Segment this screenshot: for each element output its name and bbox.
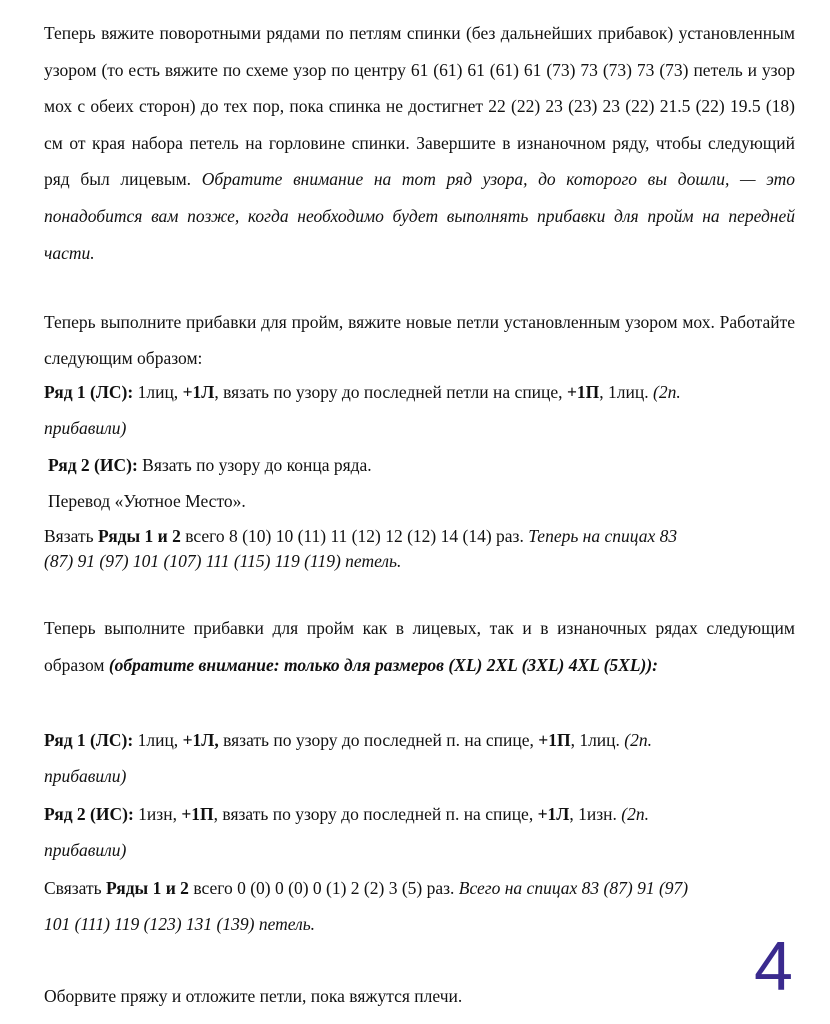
row-text: , 1лиц.: [599, 382, 653, 402]
row1-instruction: [44, 728, 652, 752]
increase-left: +1Л: [537, 804, 570, 824]
stitch-count: Теперь на спицах 83: [528, 526, 678, 546]
row-text: Вязать: [44, 526, 98, 546]
row1-note-continued: [44, 416, 126, 440]
rows-ref: Ряды 1 и 2: [106, 878, 189, 898]
row-text: , вязать по узору до последней п. на спице,: [213, 804, 538, 824]
rows-ref: Ряды 1 и 2: [97, 526, 181, 546]
repeat-instruction: [44, 524, 677, 548]
row-text: вязать по узору до последней п. на спице,: [218, 730, 539, 750]
paragraph-text: Теперь вяжите поворотными рядами по петлям спинки (без дальнейших прибавок) установленным узором (то есть вяжите по схеме узор по центру 61 (61) 61 (61) 61 (73) 73 (73) 73 (73) петель и узор мох с обеих сторон) до тех пор, пока спинка не достигнет 22 (22) 23 (23) 23 (22) 21.5 (22) 19.5 (18) см от края набора петель на горловине спинки. Завершите в изнаночном ряду, чтобы следующий ряд был лицевым.: [44, 23, 795, 190]
row-text: , 1лиц.: [570, 730, 625, 750]
paragraph-both-sides-increases: [44, 610, 795, 683]
row2-instruction: [44, 802, 649, 826]
final-instruction: [44, 984, 462, 1008]
increase-left: +1Л,: [182, 730, 219, 750]
paragraph-armhole-increases: [44, 304, 795, 376]
row-label: Ряд 1 (ЛС):: [44, 730, 134, 750]
row-text: 1лиц,: [133, 382, 183, 402]
page-number: 4: [754, 927, 793, 1005]
row-text: всего 0 (0) 0 (0) 0 (1) 2 (2) 3 (5) раз.: [188, 878, 459, 898]
row1-note-continued: [44, 764, 126, 788]
increase-right: +1П: [181, 804, 214, 824]
row-text: Вязать по узору до конца ряда.: [137, 455, 372, 475]
row-text: Связать: [44, 878, 106, 898]
row2-note-continued: [44, 838, 126, 862]
paragraph-back-rows: [44, 15, 795, 271]
row-text: 1изн,: [133, 804, 182, 824]
stitch-count: 101 (111) 119 (123) 131 (139) петель.: [44, 914, 316, 934]
row-label: Ряд 2 (ИС):: [48, 455, 138, 475]
increase-right: +1П: [538, 730, 571, 750]
row1-instruction: [44, 380, 681, 404]
row-note: (2п.: [653, 382, 681, 402]
row-note: прибавили): [44, 418, 127, 438]
increase-left: +1Л: [182, 382, 215, 402]
stitch-count: (87) 91 (97) 101 (107) 111 (115) 119 (119) петель.: [44, 551, 402, 571]
paragraph-text: Теперь выполните прибавки для пройм как в лицевых, так и в изнаночных рядах следующим образом: [44, 618, 795, 675]
final-text: Оборвите пряжу и отложите петли, пока вяжутся плечи.: [44, 986, 463, 1006]
row-label: Ряд 2 (ИС):: [44, 804, 134, 824]
row-note: (2п.: [621, 804, 649, 824]
repeat-instruction-continued: [44, 912, 315, 936]
row-note: (2п.: [624, 730, 652, 750]
translation-credit: [48, 489, 246, 513]
row-text: всего 8 (10) 10 (11) 11 (12) 12 (12) 14 (14) раз.: [180, 526, 529, 546]
paragraph-text: Теперь выполните прибавки для пройм, вяжите новые петли установленным узором мох. Работайте следующим образом:: [44, 312, 795, 368]
repeat-instruction: [44, 876, 688, 900]
stitch-count: Всего на спицах 83 (87) 91 (97): [458, 878, 689, 898]
row-text: , 1изн.: [569, 804, 622, 824]
row-note: прибавили): [44, 766, 127, 786]
increase-right: +1П: [566, 382, 600, 402]
row-text: 1лиц,: [133, 730, 183, 750]
row-text: , вязать по узору до последней петли на спице,: [214, 382, 567, 402]
credit-text: Перевод «Уютное Место».: [48, 491, 246, 511]
repeat-instruction-continued: [44, 549, 401, 573]
paragraph-note: Обратите внимание на тот ряд узора, до которого вы дошли, — это понадобится вам позже, когда необходимо будет выполнять прибавки для пройм на передней части.: [44, 169, 796, 263]
row2-instruction: [48, 453, 372, 477]
row-label: Ряд 1 (ЛС):: [44, 382, 134, 402]
row-note: прибавили): [44, 840, 127, 860]
paragraph-note: (обратите внимание: только для размеров (XL) 2XL (3XL) 4XL (5XL)):: [108, 654, 658, 675]
